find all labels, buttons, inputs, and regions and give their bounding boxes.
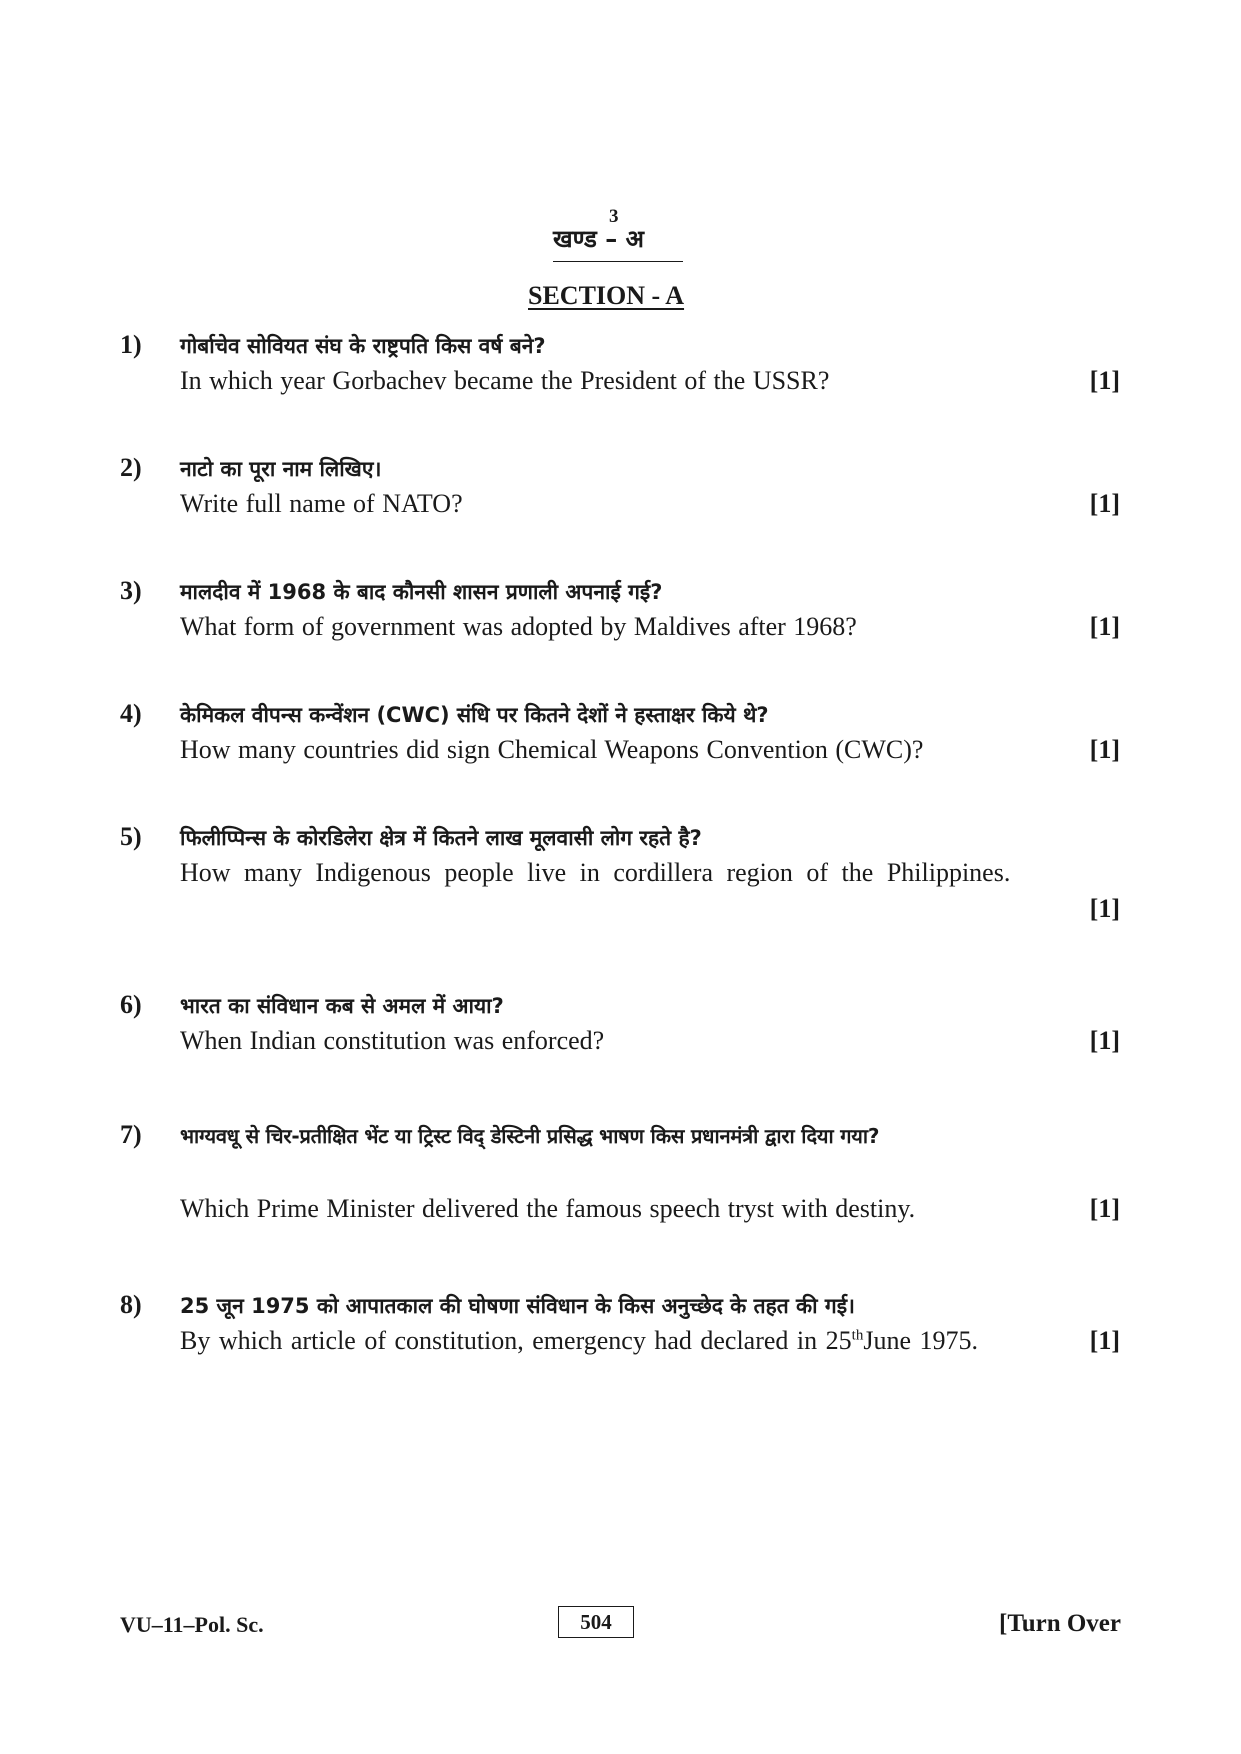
- question-text-english: Which Prime Minister delivered the famous speech tryst with destiny.: [180, 1194, 916, 1223]
- question-text-hindi: फिलीप्पिन्स के कोरडिलेरा क्षेत्र में कितने लाख मूलवासी लोग रहते है?: [180, 826, 702, 850]
- question-text-hindi: नाटो का पूरा नाम लिखिए।: [180, 457, 382, 481]
- question-text-hindi: भारत का संविधान कब से अमल में आया?: [180, 994, 504, 1018]
- question-marks: [1]: [1089, 489, 1120, 518]
- question-text-english: How many Indigenous people live in cordillera region of the Philippines.: [180, 858, 1011, 887]
- question-marks: [1]: [1089, 1326, 1120, 1355]
- question-text-english-part: By which article of constitution, emergency had declared in 25: [180, 1326, 852, 1355]
- question-text-english: In which year Gorbachev became the President of the USSR?: [180, 366, 830, 395]
- question-number: 7): [120, 1120, 142, 1149]
- question-text-english: How many countries did sign Chemical Weapons Convention (CWC)?: [180, 735, 924, 764]
- question-text-english: What form of government was adopted by Maldives after 1968?: [180, 612, 857, 641]
- question-marks: [1]: [1089, 366, 1120, 395]
- question-number: 2): [120, 453, 142, 482]
- question-marks: [1]: [1089, 894, 1120, 923]
- question-text-english: When Indian constitution was enforced?: [180, 1026, 605, 1055]
- footer-page-number: 504: [558, 1606, 634, 1638]
- question-marks: [1]: [1089, 1026, 1120, 1055]
- section-title-hindi: खण्ड – अ: [553, 222, 683, 262]
- turn-over-label: [Turn Over: [999, 1610, 1121, 1637]
- question-marks: [1]: [1089, 1194, 1120, 1223]
- question-text-hindi: केमिकल वीपन्स कन्वेंशन (CWC) संधि पर कितने देशों ने हस्ताक्षर किये थे?: [180, 703, 769, 727]
- paper-code: VU–11–Pol. Sc.: [120, 1612, 264, 1637]
- section-title-english: SECTION - A: [528, 281, 685, 310]
- question-text-hindi: भाग्यवधू से चिर-प्रतीक्षित भेंट या ट्रिस्ट विद् डेस्टिनी प्रसिद्ध भाषण किस प्रधानमंत्री द्वारा दिया गया?: [180, 1124, 880, 1148]
- question-text-english-part: June 1975.: [863, 1326, 978, 1355]
- question-number: 8): [120, 1290, 142, 1319]
- question-text-english: [180, 1326, 978, 1356]
- question-number: 6): [120, 990, 142, 1019]
- question-number: 5): [120, 822, 142, 851]
- page-number: 3: [609, 206, 619, 227]
- ordinal-superscript: th: [851, 1327, 864, 1344]
- question-marks: [1]: [1089, 612, 1120, 641]
- question-number: 1): [120, 330, 142, 359]
- question-text-english: Write full name of NATO?: [180, 489, 463, 518]
- question-marks: [1]: [1089, 735, 1120, 764]
- question-number: 3): [120, 576, 142, 605]
- question-text-hindi: 25 जून 1975 को आपातकाल की घोषणा संविधान के किस अनुच्छेद के तहत की गई।: [180, 1294, 855, 1318]
- question-number: 4): [120, 699, 142, 728]
- question-text-hindi: मालदीव में 1968 के बाद कौनसी शासन प्रणाली अपनाई गई?: [180, 580, 663, 604]
- question-text-hindi: गोर्बाचेव सोवियत संघ के राष्ट्रपति किस वर्ष बने?: [180, 334, 546, 358]
